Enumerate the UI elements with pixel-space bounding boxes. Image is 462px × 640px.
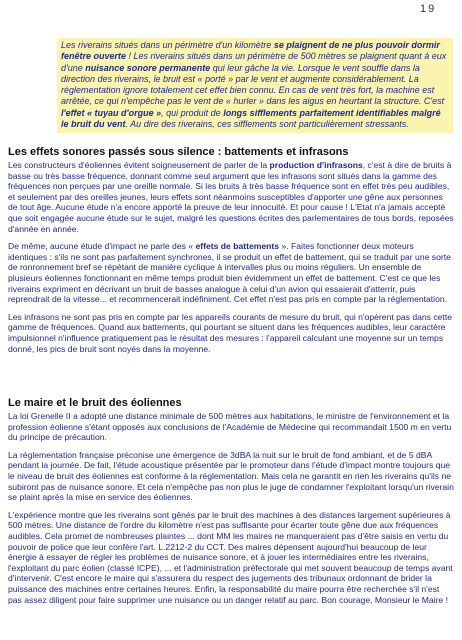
paragraph-text: ». Faites fonctionner deux moteurs identiques : s'ils ne sont pas parfaitement synchrones, il se produit un effet de battement, qui se traduit par une sorte de ronronnement bref se répétant de manière cyclique à intervalles plus ou moins réguliers. Un ensemble de plusieurs éoliennes fonctionnant en même temps produit bien évidemment un effet de battement. C'est ce que les riverains expriment en décrivant un bruit de basses analogue à celui d'un avion qui essaierait d'atterrir, puis reprendrait de la vitesse... et recommencerait indéfiniment. Cet effet n'est pas pris en compte par la réglementation. <box>8 241 451 305</box>
callout-text: ! Les riverains situés dans un périmètre de 500 mètres se plaignent quant à eux d'une <box>61 51 447 73</box>
paragraph: Les infrasons ne sont pas pris en compte par les appareils courants de mesure du bruit, qui n'opèrent pas dans cette gamme de fréquences. Quand aux battements, qui pourtant se situent dans les fréquences audibles, leur caractère impulsionnel n'influence pratiquement pas le résultat des mesures : l'appareil calculant une moyenne sur un temps donné, les pics de bruit sont noyés dans la moyenne. <box>8 311 453 354</box>
paragraph: La réglementation française préconise une émergence de 3dBA la nuit sur le bruit de fond ambiant, et de 5 dBA pendant la journée. De fait, l'étude acoustique présentée par le promoteur dans l'étude d'impact montre toujours que le niveau de bruit des éoliennes est conforme à la réglementation. Mais cela ne garantit en rien les riverains qu'ils ne subiront pas de nuisance sonore. Et cela n'empêche pas non plus le juge de condamner l'exploitant lorsqu'un riverain se plaint après la mise en service des éoliennes. <box>8 449 454 503</box>
paragraph-emphasis: effets de battements <box>195 241 280 252</box>
paragraph: La loi Grenelle II a adopté une distance minimale de 500 mètres aux habitations, le ministre de l'environnement et la profession éolienne s'étant opposés aux conclusions de l'Académie de Médecine qui recommandait 1500 m en vertu du principe de précaution. <box>8 411 452 443</box>
paragraph-text: De même, aucune étude d'impact ne parle des « <box>8 241 196 252</box>
callout-text: . Au dire des riverains, ces sifflements sont particulièrement stressants. <box>125 119 409 130</box>
callout-emphasis: l'effet « tuyau d'orgue » <box>61 107 162 118</box>
highlighted-callout <box>57 38 453 133</box>
callout-text: qui leur gâche la vie. Lorsque le vent souffle dans la direction des riverains, le bruit est « porté » par le vent et augmente considérablement. La réglementation ignore totalement cet effet bien connu. En cas de vent très fort, la machine est arrêtée, ce qui n'empêche pas le vent de « hurler » dans les aigus en heurtant la structure. C'est <box>61 62 445 107</box>
paragraph-text: Les constructeurs d'éoliennes évitent soigneusement de parler de la <box>8 160 270 170</box>
paragraph-emphasis: production d'infrasons <box>269 160 363 170</box>
paragraph-text: , c'est à dire de bruits à basse ou très basse fréquence, donnant comme seul argument que les infrasons sont situés dans la gamme des fréquences non perçues par une oreille normale. Si les bruits à très basse fréquence sont en effet très peu audibles, et seulement par des oreilles jeunes, leurs effets sont néanmoins susceptibles d'apporter une gêne aux personnes de tout âge. Aucune étude n'a encore apporté la preuve de leur innocuité. Et pour cause ! L'Etat n'a jamais accepté que soit engagée aucune étude sur le sujet, malgré les questions écrites des parlementaires de tous bords, reposées d'année en année. <box>8 160 454 234</box>
paragraph <box>8 241 454 305</box>
callout-text: Les riverains situés dans un périmètre d'un kilomètre <box>61 40 274 50</box>
callout-emphasis: nuisance sonore permanente <box>85 62 211 73</box>
callout-text: , qui produit de <box>161 107 224 118</box>
paragraph: L'expérience montre que les riverains sont gênés par le bruit des machines à des distances largement supérieures à 500 mètres. Une distance de l'ordre du kilomètre n'est pas suffisante pour écarter toute gêne due aux fréquences audibles. Cela promet de nombreuses plaintes ... dont MM les maires ne manqueraient pas d'être saisis en vertu du pouvoir de police que leur confère l'art. L.2212-2 du CCT. Des maires dépensent aujourd'hui beaucoup de leur énergie à essayer de régler les problèmes de nuisance sonore, et à jouer les intermédiaires entre les riverains, l'exploitant du parc éolien (classé ICPE), ... et l'administration préfectorale qui met souvent beaucoup de temps avant d'intervenir. C'est encore le maire qui s'assurera du respect des jugements des tribunaux ordonnant de brider la puissance des machines entre certaines heures. Enfin, la responsabilité du maire pourra être recherchée s'il n'est pas assez diligent pour faire supprimer une nuisance ou un danger relatif au parc. Bon courage, Monsieur le Maire ! <box>8 509 453 605</box>
section-heading: Les effets sonores passés sous silence : battements et infrasons <box>8 146 349 158</box>
section-heading: Le maire et le bruit des éoliennes <box>8 397 182 409</box>
callout-emphasis: longs sifflements parfaitement identifiables malgré le bruit du vent <box>61 107 441 130</box>
callout-emphasis: se plaignent de ne plus pouvoir dormir fenêtre ouverte <box>61 40 440 62</box>
paragraph <box>8 160 454 234</box>
section-sound-effects <box>8 146 454 361</box>
section-mayor-noise <box>8 397 454 612</box>
page-number: 19 <box>420 3 437 15</box>
